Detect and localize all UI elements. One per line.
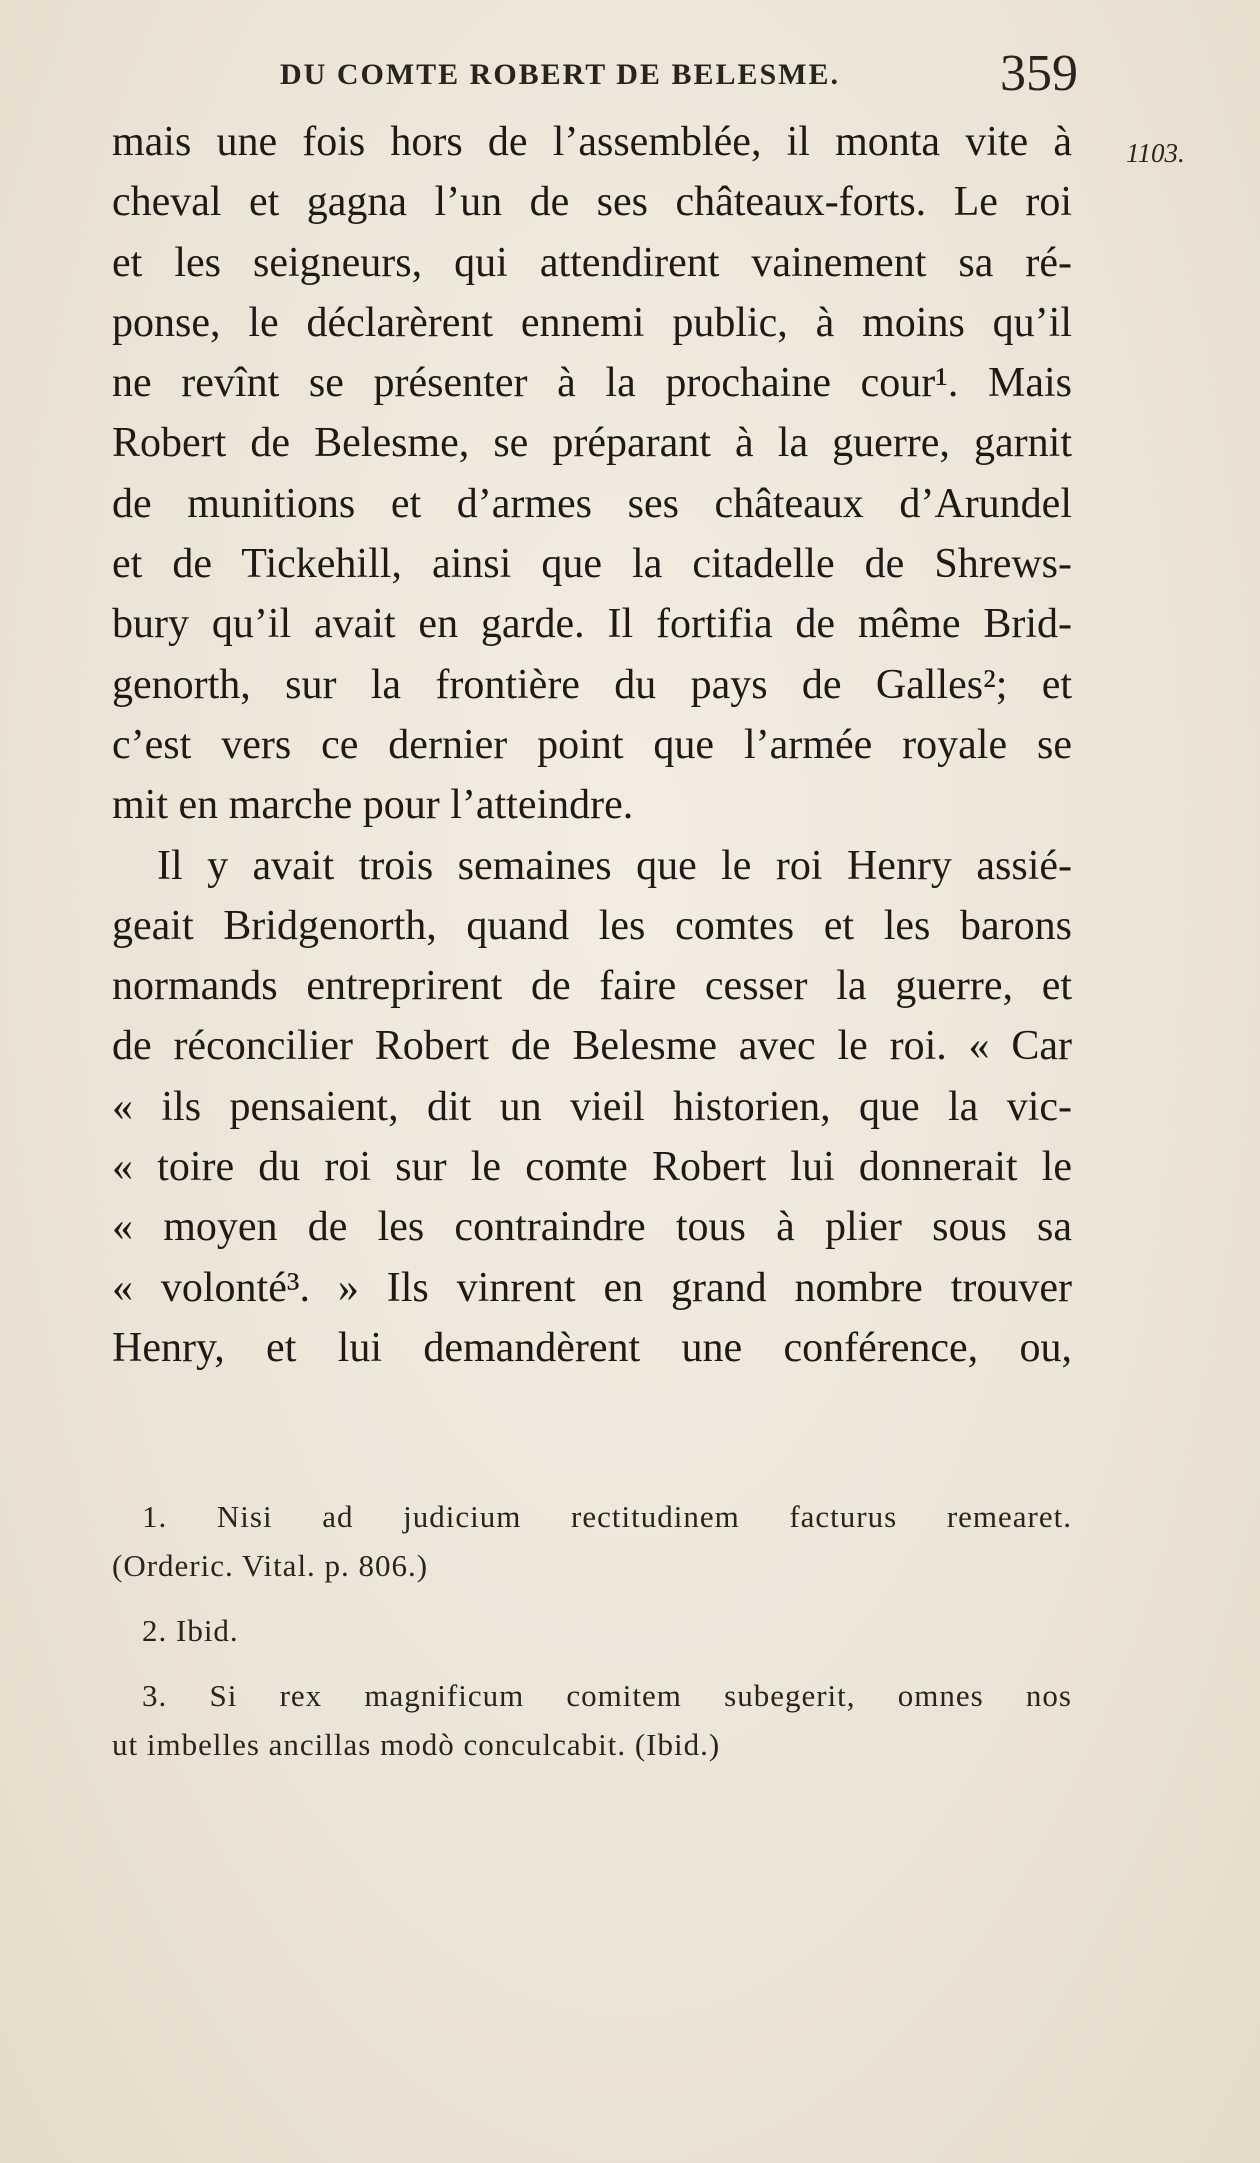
text-line: mit en marche pour l’atteindre. (112, 782, 634, 829)
text-line: de réconcilier Robert de Belesme avec le roi. « Car (112, 1023, 1072, 1070)
page-number: 359 (1000, 45, 1078, 102)
text-line: genorth, sur la frontière du pays de Galles²; et (112, 661, 1072, 708)
text-line: Robert de Belesme, se préparant à la guerre, garnit (112, 420, 1072, 467)
text-line: c’est vers ce dernier point que l’armée royale se (112, 721, 1072, 768)
text-line: ponse, le déclarèrent ennemi public, à moins qu’il (112, 299, 1072, 346)
text-line: cheval et gagna l’un de ses châteaux-forts. Le roi (112, 179, 1072, 226)
footnote-3: 3. Si rex magnificum comitem subegerit, omnes nos (142, 1678, 1072, 1713)
text-line: « ils pensaient, dit un vieil historien, que la vic- (112, 1083, 1072, 1130)
running-head: DU COMTE ROBERT DE BELESME. (280, 58, 840, 91)
text-line: « toire du roi sur le comte Robert lui donnerait le (112, 1144, 1072, 1191)
text-line: « moyen de les contraindre tous à plier sous sa (112, 1204, 1072, 1251)
text-line: et de Tickehill, ainsi que la citadelle de Shrews- (112, 541, 1072, 588)
text-line: de munitions et d’armes ses châteaux d’Arundel (112, 480, 1072, 527)
text-line: ne revînt se présenter à la prochaine cour¹. Mais (112, 360, 1072, 407)
text-line: « volonté³. » Ils vinrent en grand nombre trouver (112, 1264, 1072, 1311)
text-line: et les seigneurs, qui attendirent vainement sa ré- (112, 239, 1072, 286)
footnote-1: 1. Nisi ad judicium rectitudinem facturus remearet. (142, 1499, 1072, 1534)
footnote-2: 2. Ibid. (142, 1613, 239, 1648)
main-text (112, 112, 1072, 1378)
text-line: normands entreprirent de faire cesser la guerre, et (112, 963, 1072, 1010)
text-line: bury qu’il avait en garde. Il fortifia de même Brid- (112, 601, 1072, 648)
text-line: mais une fois hors de l’assemblée, il monta vite à (112, 119, 1072, 165)
footnote-1-continuation: (Orderic. Vital. p. 806.) (112, 1548, 429, 1583)
text-line: geait Bridgenorth, quand les comtes et les barons (112, 902, 1072, 949)
footnote-3-continuation: ut imbelles ancillas modò conculcabit. (Ibid.) (112, 1727, 721, 1762)
text-line: Henry, et lui demandèrent une conférence, ou, (112, 1324, 1072, 1371)
margin-year-note: 1103. (1126, 138, 1185, 168)
footnotes (112, 1492, 1072, 1769)
text-line: Il y avait trois semaines que le roi Henry assié- (157, 842, 1072, 889)
